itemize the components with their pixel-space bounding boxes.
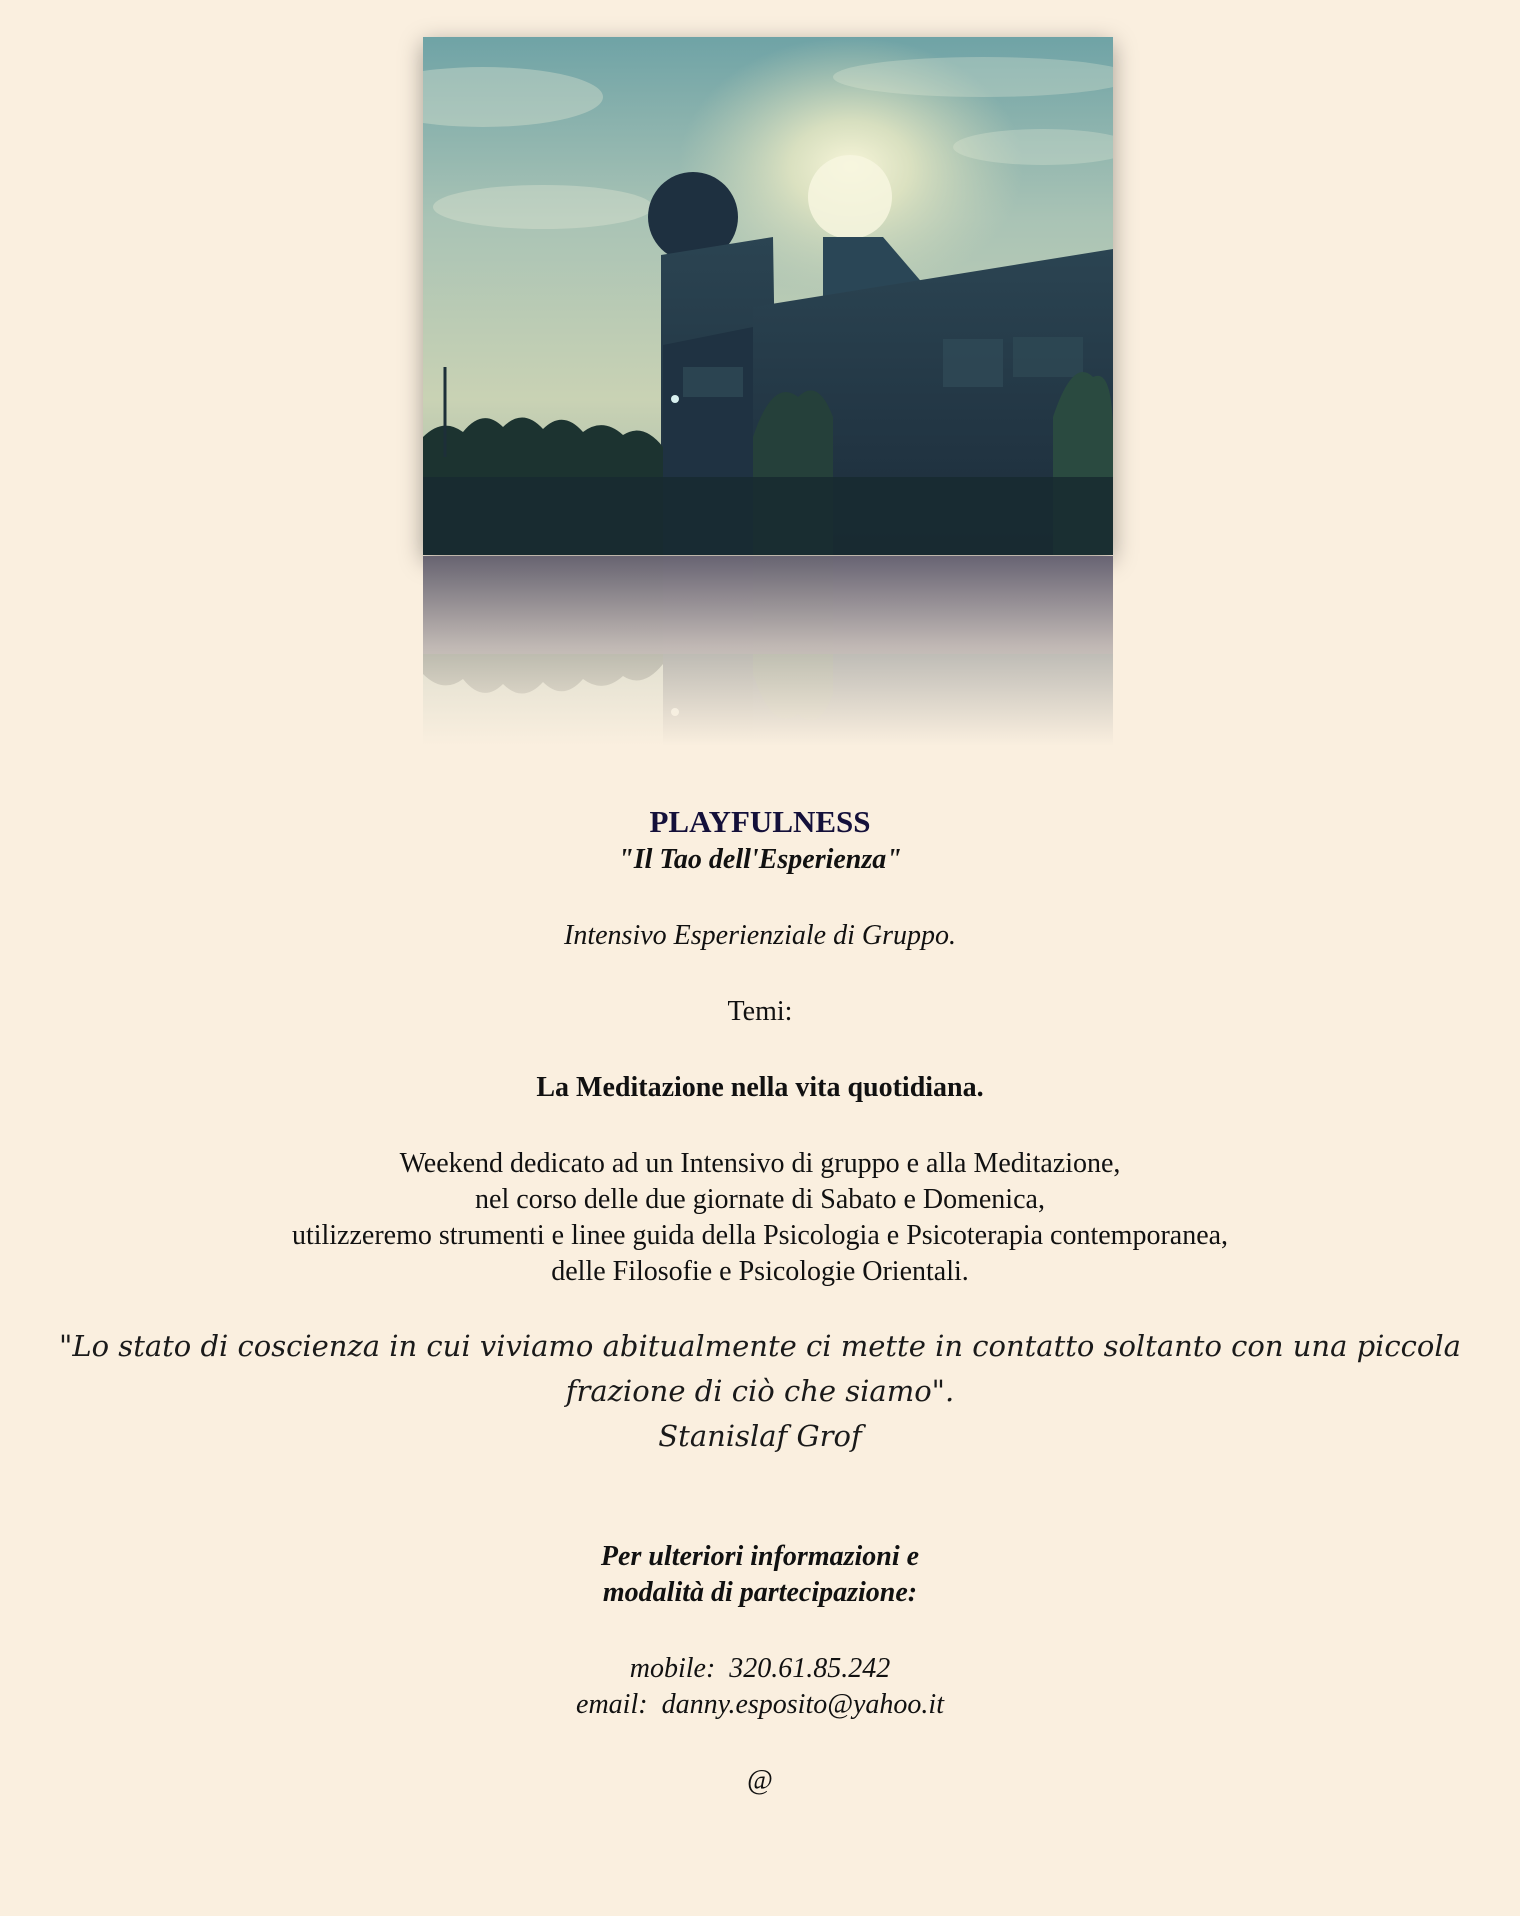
description-line: delle Filosofie e Psicologie Orientali.: [551, 1256, 969, 1287]
at-symbol: @: [747, 1765, 773, 1796]
event-content: [0, 802, 1520, 1799]
contact-heading-line: Per ulteriori informazioni e: [600, 1541, 920, 1572]
description-line: Weekend dedicato ad un Intensivo di gruppo e alla Meditazione,: [399, 1148, 1121, 1179]
quote-line: "Lo stato di coscienza in cui viviamo abitualmente ci mette in contatto soltanto con una piccola: [59, 1329, 1461, 1363]
quote-line: frazione di ciò che siamo".: [565, 1374, 955, 1408]
header-photo: [423, 37, 1113, 555]
contact-mobile: mobile: 320.61.85.242: [629, 1653, 891, 1684]
contact-email[interactable]: email: danny.esposito@yahoo.it: [576, 1689, 944, 1720]
photo-reflection: [423, 556, 1113, 756]
topics-label: Temi:: [727, 996, 793, 1027]
event-type: Intensivo Esperienziale di Gruppo.: [564, 920, 956, 951]
quote-author: Stanislaf Grof: [658, 1419, 862, 1453]
contact-heading: [0, 1539, 1520, 1611]
description-line: utilizzeremo strumenti e linee guida della Psicologia e Psicoterapia contemporanea,: [291, 1220, 1229, 1251]
event-description: [0, 1146, 1520, 1290]
topic-heading: La Meditazione nella vita quotidiana.: [536, 1072, 984, 1103]
page-title: PLAYFULNESS: [649, 804, 871, 839]
description-line: nel corso delle due giornate di Sabato e Domenica,: [475, 1184, 1045, 1215]
building-silhouette-photo: [423, 37, 1113, 555]
contact-heading-line: modalità di partecipazione:: [602, 1577, 918, 1608]
quote-block: [0, 1324, 1520, 1459]
page-subtitle: "Il Tao dell'Esperienza": [618, 844, 902, 875]
